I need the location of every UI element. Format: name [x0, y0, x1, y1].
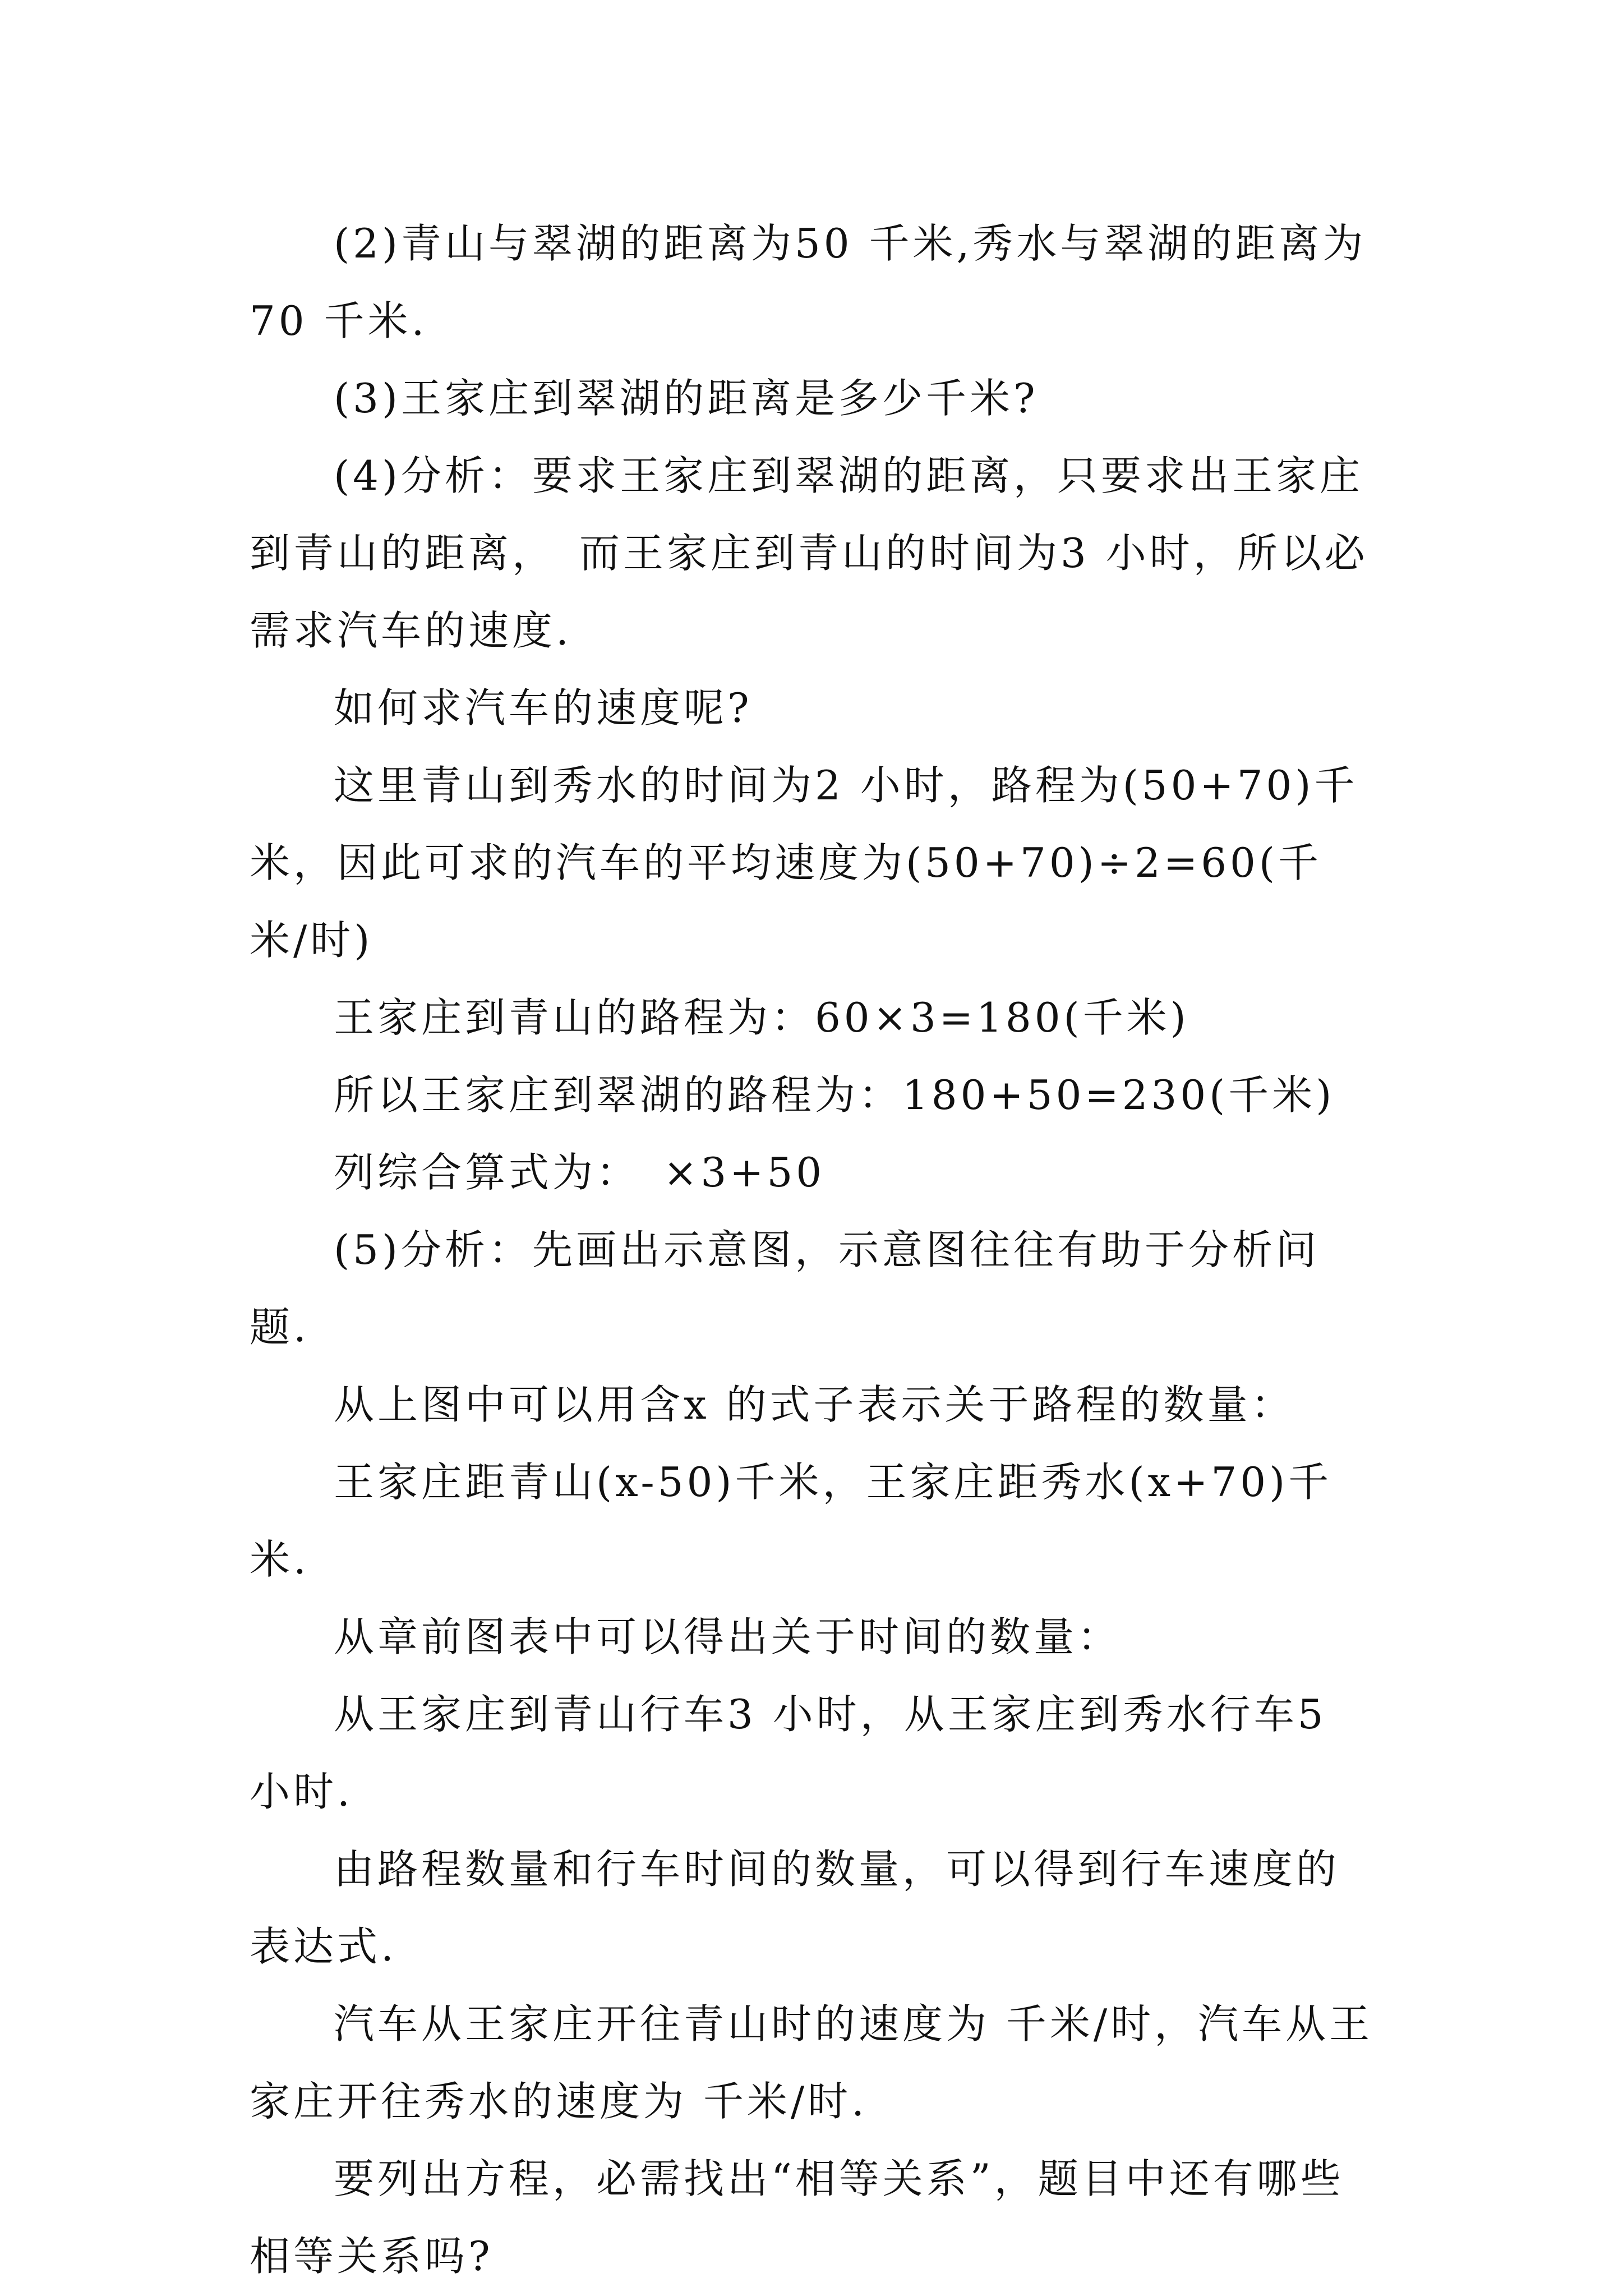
paragraph: (2)青山与翠湖的距离为50 千米,秀水与翠湖的距离为70 千米. [250, 220, 1367, 344]
paragraph: 要列出方程，必需找出“相等关系”，题目中还有哪些相等关系吗? [250, 2155, 1344, 2280]
paragraph: 从王家庄到青山行车3 小时，从王家庄到秀水行车5 小时. [250, 1691, 1327, 1815]
document-body [250, 205, 1377, 2295]
paragraph: 从章前图表中可以得出关于时间的数量： [334, 1613, 1122, 1660]
paragraph: 由路程数量和行车时间的数量，可以得到行车速度的表达式. [250, 1846, 1340, 1970]
paragraph: 王家庄到青山的路程为：60×3=180(千米) [334, 994, 1189, 1041]
paragraph: 所以王家庄到翠湖的路程为：180+50=230(千米) [334, 1071, 1335, 1119]
paragraph: (3)王家庄到翠湖的距离是多少千米? [334, 375, 1039, 422]
paragraph: (5)分析：先画出示意图，示意图往往有助于分析问题. [250, 1226, 1320, 1351]
paragraph: 这里青山到秀水的时间为2 小时，路程为(50+70)千米，因此可求的汽车的平均速度为(50+70)÷2=60(千米/时) [250, 762, 1358, 964]
paragraph: 王家庄距青山(x-50)千米，王家庄距秀水(x+70)千米. [250, 1458, 1332, 1583]
paragraph: 如何求汽车的速度呢? [334, 684, 753, 731]
paragraph: 汽车从王家庄开往青山时的速度为 千米/时，汽车从王家庄开往秀水的速度为 千米/时. [250, 2000, 1373, 2125]
paragraph: (4)分析：要求王家庄到翠湖的距离，只要求出王家庄到青山的距离， 而王家庄到青山的时间为3 小时，所以必需求汽车的速度. [250, 452, 1368, 654]
paragraph: 列综合算式为： ×3+50 [334, 1149, 826, 1196]
paragraph: 从上图中可以用含x 的式子表示关于路程的数量： [334, 1381, 1295, 1428]
